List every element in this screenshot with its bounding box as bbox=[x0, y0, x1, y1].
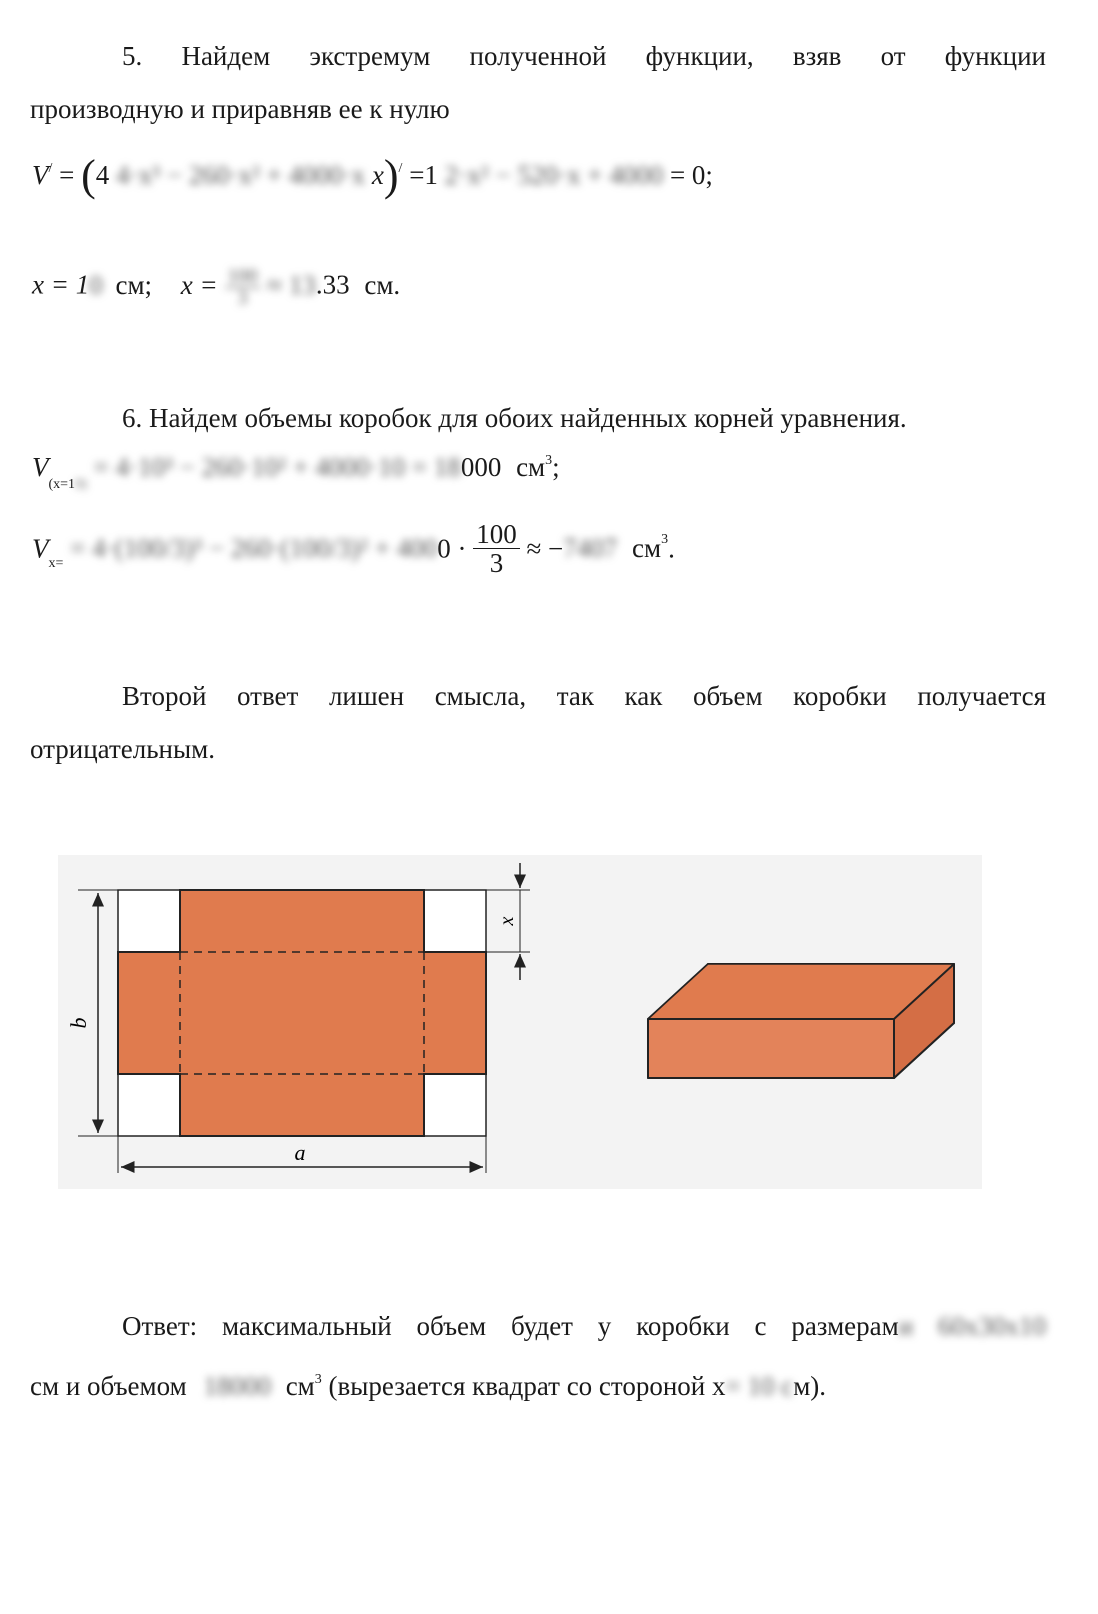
derivative-digit-1: 1 bbox=[424, 160, 438, 190]
derivative-equals2: = bbox=[409, 160, 425, 190]
answer-volume-blurred: 18000 bbox=[203, 1371, 271, 1401]
volume2-approx: ≈ − bbox=[526, 533, 564, 564]
volume2-symbol: V bbox=[32, 533, 49, 564]
box-figure bbox=[58, 855, 982, 1189]
answer-dimensions-blurred: и 60x30x10 bbox=[898, 1311, 1047, 1341]
answer-unit: см bbox=[285, 1371, 315, 1401]
answer-line2-start: см и объемом bbox=[30, 1371, 187, 1401]
answer-line2-end: м). bbox=[793, 1371, 827, 1401]
step6-paragraph bbox=[30, 392, 1046, 445]
roots-line bbox=[32, 266, 400, 309]
volume1-subscript: (x=1 bbox=[48, 477, 76, 492]
volume2-unit: см bbox=[632, 533, 662, 564]
derivative-result: = 0; bbox=[669, 160, 713, 190]
derivative-start-digit: 4 bbox=[95, 160, 110, 190]
root2-lhs: x = bbox=[180, 269, 218, 300]
root2-tail: .33 bbox=[315, 269, 350, 300]
root1-lhs: x = 1 bbox=[32, 269, 90, 300]
derivative-expression-blurred: 2·x² − 520·x + 4000 bbox=[444, 160, 664, 190]
step5-paragraph bbox=[30, 30, 1046, 83]
step5-text-line1: 5. Найдем экстремум полученной функции, взяв от функции bbox=[122, 41, 1046, 71]
box-figure-svg bbox=[58, 855, 982, 1189]
volume1-unit: см bbox=[516, 452, 546, 482]
derivative-end-var: x bbox=[371, 160, 384, 190]
volume2-frac-num: 100 bbox=[473, 520, 520, 549]
volume1-end: ; bbox=[552, 452, 560, 482]
step6-text: 6. Найдем объемы коробок для обоих найденных корней уравнения. bbox=[122, 403, 907, 433]
root2-unit: см. bbox=[364, 269, 401, 300]
answer-line2-mid: (вырезается квадрат со стороной x bbox=[328, 1371, 726, 1401]
root2-frac-den: 3 bbox=[237, 287, 248, 309]
volume1-unit-sup: 3 bbox=[545, 453, 553, 468]
root2-approx-blurred: ≈ 13 bbox=[267, 269, 316, 300]
derivative-prime: / bbox=[48, 161, 53, 176]
corner-square-bl bbox=[118, 1074, 180, 1136]
open-box-3d bbox=[648, 964, 954, 1078]
label-b: b bbox=[66, 1017, 91, 1029]
root1-unit: см; bbox=[115, 269, 153, 300]
derivative-outer-prime: / bbox=[398, 161, 403, 176]
step5-text-line2: производную и приравняв ее к нулю bbox=[30, 94, 450, 124]
derivative-equation bbox=[32, 150, 713, 201]
answer-side-blurred: = 10 с bbox=[725, 1371, 794, 1401]
volume1-expression-blurred: = 4·10³ − 260·10² + 4000·10 = 18 bbox=[93, 452, 461, 482]
answer-line1 bbox=[30, 1300, 1046, 1353]
conclusion-text-line2: отрицательным. bbox=[30, 734, 215, 764]
volume1-tail: 000 bbox=[460, 452, 502, 482]
volume2-fraction bbox=[473, 520, 520, 578]
derivative-function-blurred: 4·x³ − 260·x² + 4000·x bbox=[116, 160, 366, 190]
label-x: x bbox=[496, 916, 518, 926]
derivative-open-paren: ( bbox=[81, 151, 96, 200]
volume1-subscript-blurred: 0) bbox=[75, 477, 87, 492]
derivative-lhs: V bbox=[32, 160, 49, 190]
answer-unit-sup: 3 bbox=[314, 1372, 322, 1387]
volume2-expression-blurred: = 4·(100/3)³ − 260·(100/3)² + 400 bbox=[70, 533, 438, 564]
derivative-close-paren: ) bbox=[383, 151, 399, 200]
answer-line2 bbox=[30, 1353, 1046, 1413]
corner-square-br bbox=[424, 1074, 486, 1136]
volume2-end: . bbox=[668, 533, 675, 564]
step5-paragraph-line2 bbox=[30, 83, 1046, 136]
corner-square-tl bbox=[118, 890, 180, 952]
box-net bbox=[66, 863, 530, 1173]
conclusion-line1 bbox=[30, 670, 1046, 723]
label-a: a bbox=[294, 1140, 306, 1165]
volume2-approx-blurred: 7407 bbox=[563, 533, 618, 564]
volume1-symbol: V bbox=[32, 452, 49, 482]
root2-fraction-blurred bbox=[225, 266, 261, 309]
conclusion-line2 bbox=[30, 723, 1046, 776]
derivative-equals: = bbox=[59, 160, 75, 190]
volume2-frac-den: 3 bbox=[489, 548, 504, 579]
root2-frac-num: 100 bbox=[225, 266, 261, 288]
volume2-unit-sup: 3 bbox=[661, 532, 669, 548]
answer-text-line1: Ответ: максимальный объем будет у коробки с размерам bbox=[122, 1311, 899, 1341]
conclusion-text-line1: Второй ответ лишен смысла, так как объем коробки получается bbox=[122, 681, 1046, 711]
root1-value-blurred: 0 bbox=[89, 269, 103, 300]
corner-square-tr bbox=[424, 890, 486, 952]
volume2-subscript: x= bbox=[48, 556, 64, 572]
volume2-tail: 0 · bbox=[437, 533, 467, 564]
volume2-equation bbox=[32, 520, 675, 578]
volume1-equation bbox=[32, 452, 560, 493]
